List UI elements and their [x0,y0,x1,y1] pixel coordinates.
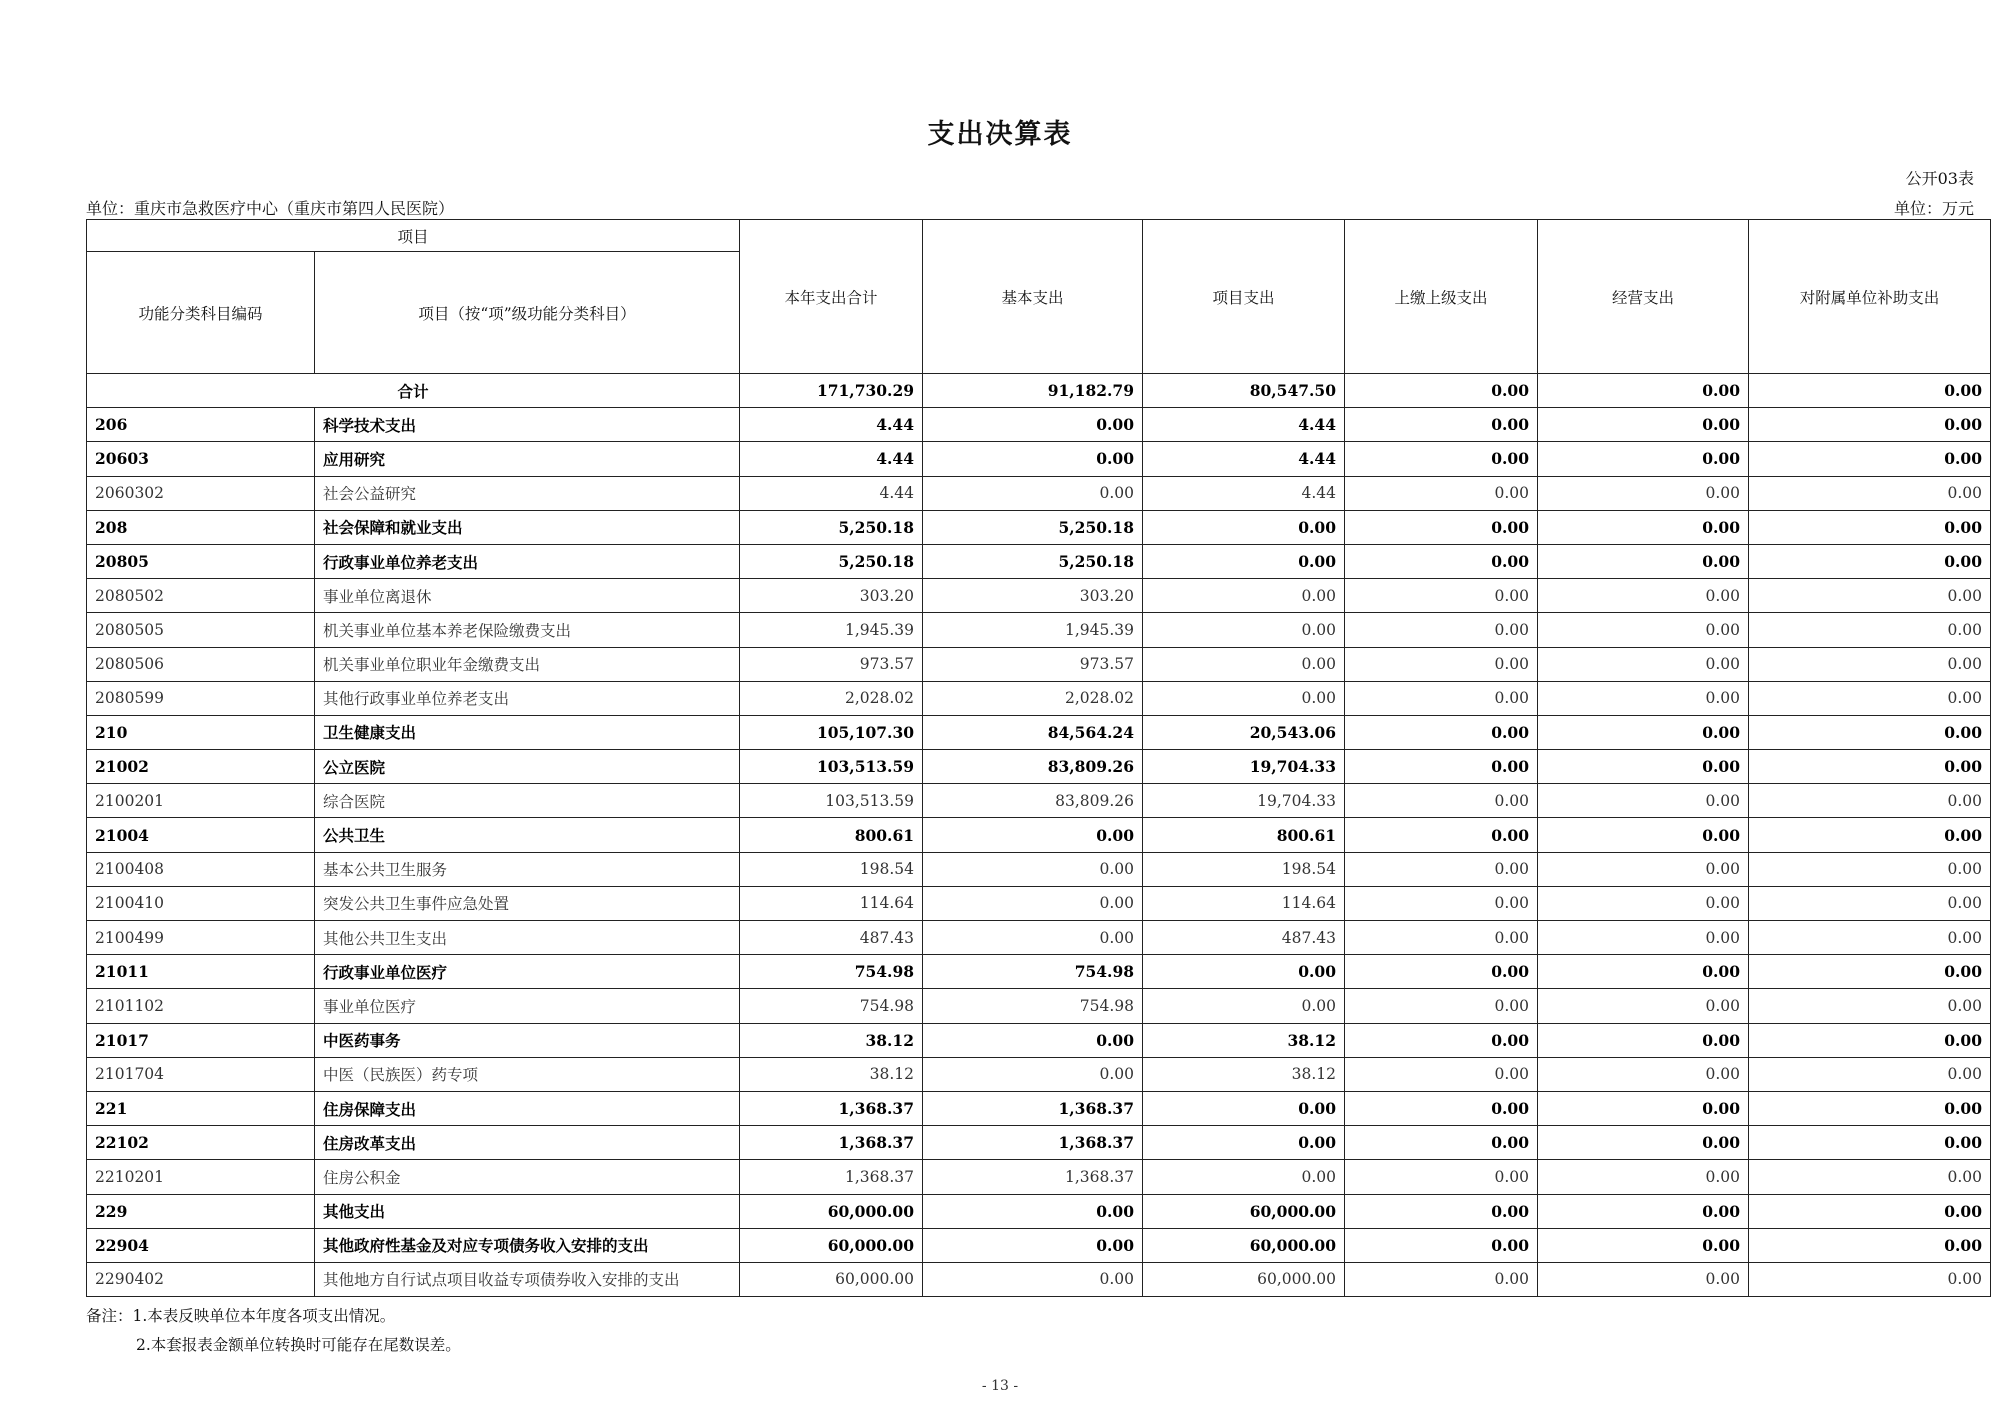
project-cell: 19,704.33 [1143,750,1345,784]
table-row [87,544,1991,578]
item-name-cell: 住房保障支出 [315,1091,740,1125]
total-cell: 4.44 [740,476,923,510]
note-2: 2.本套报表金额单位转换时可能存在尾数误差。 [136,1336,461,1354]
subsidy-cell: 0.00 [1749,818,1991,852]
table-row [87,852,1991,886]
item-name-cell: 其他支出 [315,1194,740,1228]
project-cell: 487.43 [1143,921,1345,955]
code-cell: 2290402 [87,1262,315,1296]
item-name-cell: 卫生健康支出 [315,715,740,749]
currency-unit: 单位：万元 [1893,199,1974,218]
project-cell: 80,547.50 [1143,374,1345,408]
total-cell: 114.64 [740,886,923,920]
subsidy-cell: 0.00 [1749,921,1991,955]
code-cell: 20805 [87,544,315,578]
expenditure-table [86,219,1991,1297]
project-cell: 0.00 [1143,1160,1345,1194]
code-cell: 210 [87,715,315,749]
business-cell: 0.00 [1538,544,1749,578]
upper-cell: 0.00 [1345,955,1538,989]
table-row [87,681,1991,715]
total-cell: 38.12 [740,1057,923,1091]
basic-cell: 0.00 [923,442,1143,476]
business-cell: 0.00 [1538,579,1749,613]
upper-header: 上缴上级支出 [1345,220,1538,374]
project-cell: 0.00 [1143,1126,1345,1160]
item-name-cell: 基本公共卫生服务 [315,852,740,886]
total-cell: 1,368.37 [740,1126,923,1160]
upper-cell: 0.00 [1345,1160,1538,1194]
table-row [87,1057,1991,1091]
table-row [87,989,1991,1023]
project-cell: 0.00 [1143,681,1345,715]
code-cell: 208 [87,510,315,544]
table-row [87,1023,1991,1057]
basic-cell: 0.00 [923,1228,1143,1262]
total-cell: 4.44 [740,442,923,476]
basic-cell: 84,564.24 [923,715,1143,749]
item-name-cell: 社会公益研究 [315,476,740,510]
total-cell: 103,513.59 [740,750,923,784]
business-cell: 0.00 [1538,1194,1749,1228]
upper-cell: 0.00 [1345,510,1538,544]
upper-cell: 0.00 [1345,1194,1538,1228]
business-cell: 0.00 [1538,476,1749,510]
upper-cell: 0.00 [1345,1057,1538,1091]
table-row [87,750,1991,784]
project-cell: 0.00 [1143,510,1345,544]
code-cell: 229 [87,1194,315,1228]
item-name-cell: 其他公共卫生支出 [315,921,740,955]
item-name-cell: 事业单位离退休 [315,579,740,613]
business-cell: 0.00 [1538,1057,1749,1091]
basic-cell: 0.00 [923,818,1143,852]
project-cell: 38.12 [1143,1023,1345,1057]
business-cell: 0.00 [1538,955,1749,989]
upper-cell: 0.00 [1345,1091,1538,1125]
total-cell: 1,368.37 [740,1091,923,1125]
table-row [87,921,1991,955]
total-cell: 198.54 [740,852,923,886]
basic-cell: 0.00 [923,921,1143,955]
table-row [87,408,1991,442]
subsidy-cell: 0.00 [1749,442,1991,476]
code-cell: 22904 [87,1228,315,1262]
total-cell: 1,368.37 [740,1160,923,1194]
project-cell: 0.00 [1143,989,1345,1023]
item-name-cell: 其他政府性基金及对应专项债务收入安排的支出 [315,1228,740,1262]
table-row [87,886,1991,920]
subsidy-cell: 0.00 [1749,408,1991,442]
code-cell: 21011 [87,955,315,989]
code-cell: 2060302 [87,476,315,510]
item-name-cell: 行政事业单位养老支出 [315,544,740,578]
item-name-cell: 公立医院 [315,750,740,784]
subsidy-cell: 0.00 [1749,1057,1991,1091]
upper-cell: 0.00 [1345,750,1538,784]
total-cell: 487.43 [740,921,923,955]
basic-cell: 973.57 [923,647,1143,681]
subsidy-cell: 0.00 [1749,1228,1991,1262]
business-cell: 0.00 [1538,681,1749,715]
code-cell: 206 [87,408,315,442]
item-name-cell: 机关事业单位基本养老保险缴费支出 [315,613,740,647]
business-cell: 0.00 [1538,1262,1749,1296]
upper-cell: 0.00 [1345,1228,1538,1262]
business-cell: 0.00 [1538,510,1749,544]
item-name-cell: 科学技术支出 [315,408,740,442]
code-header: 功能分类科目编码 [87,252,315,374]
business-cell: 0.00 [1538,715,1749,749]
item-name-cell: 其他地方自行试点项目收益专项债券收入安排的支出 [315,1262,740,1296]
business-cell: 0.00 [1538,921,1749,955]
upper-cell: 0.00 [1345,579,1538,613]
reporting-unit: 单位：重庆市急救医疗中心（重庆市第四人民医院） [86,199,455,218]
business-cell: 0.00 [1538,886,1749,920]
notes [86,1302,461,1360]
business-cell: 0.00 [1538,818,1749,852]
table-row [87,1228,1991,1262]
business-cell: 0.00 [1538,989,1749,1023]
code-cell: 21002 [87,750,315,784]
total-header: 本年支出合计 [740,220,923,374]
subsidy-cell: 0.00 [1749,784,1991,818]
code-cell: 2080599 [87,681,315,715]
total-label: 合计 [87,374,740,408]
project-cell: 19,704.33 [1143,784,1345,818]
business-cell: 0.00 [1538,750,1749,784]
total-cell: 5,250.18 [740,544,923,578]
project-cell: 60,000.00 [1143,1262,1345,1296]
subsidy-cell: 0.00 [1749,544,1991,578]
basic-cell: 0.00 [923,1194,1143,1228]
note-1: 备注：1.本表反映单位本年度各项支出情况。 [86,1307,396,1325]
upper-cell: 0.00 [1345,408,1538,442]
upper-cell: 0.00 [1345,374,1538,408]
project-cell: 4.44 [1143,408,1345,442]
subsidy-cell: 0.00 [1749,647,1991,681]
form-number: 公开03表 [1905,169,1974,188]
table-row [87,1194,1991,1228]
code-cell: 21017 [87,1023,315,1057]
subsidy-cell: 0.00 [1749,1160,1991,1194]
business-cell: 0.00 [1538,613,1749,647]
basic-cell: 1,368.37 [923,1160,1143,1194]
subsidy-cell: 0.00 [1749,955,1991,989]
business-cell: 0.00 [1538,442,1749,476]
upper-cell: 0.00 [1345,1262,1538,1296]
total-cell: 103,513.59 [740,784,923,818]
item-group-header: 项目 [87,220,740,252]
total-cell: 38.12 [740,1023,923,1057]
business-cell: 0.00 [1538,374,1749,408]
basic-cell: 83,809.26 [923,784,1143,818]
business-cell: 0.00 [1538,784,1749,818]
upper-cell: 0.00 [1345,818,1538,852]
item-name-cell: 机关事业单位职业年金缴费支出 [315,647,740,681]
basic-cell: 754.98 [923,989,1143,1023]
item-name-cell: 中医药事务 [315,1023,740,1057]
item-name-cell: 行政事业单位医疗 [315,955,740,989]
basic-cell: 0.00 [923,408,1143,442]
business-cell: 0.00 [1538,647,1749,681]
upper-cell: 0.00 [1345,886,1538,920]
project-cell: 0.00 [1143,955,1345,989]
subsidy-cell: 0.00 [1749,886,1991,920]
business-cell: 0.00 [1538,1023,1749,1057]
upper-cell: 0.00 [1345,784,1538,818]
code-cell: 2080505 [87,613,315,647]
table-row [87,1126,1991,1160]
item-name-cell: 住房公积金 [315,1160,740,1194]
total-cell: 1,945.39 [740,613,923,647]
code-cell: 2100408 [87,852,315,886]
item-name-cell: 社会保障和就业支出 [315,510,740,544]
upper-cell: 0.00 [1345,544,1538,578]
table-row [87,1091,1991,1125]
code-cell: 2080502 [87,579,315,613]
basic-header: 基本支出 [923,220,1143,374]
item-name-cell: 公共卫生 [315,818,740,852]
basic-cell: 1,368.37 [923,1126,1143,1160]
table-row [87,476,1991,510]
project-cell: 0.00 [1143,579,1345,613]
basic-cell: 0.00 [923,852,1143,886]
basic-cell: 5,250.18 [923,544,1143,578]
upper-cell: 0.00 [1345,921,1538,955]
total-cell: 754.98 [740,955,923,989]
upper-cell: 0.00 [1345,715,1538,749]
business-cell: 0.00 [1538,1228,1749,1262]
project-cell: 0.00 [1143,647,1345,681]
basic-cell: 303.20 [923,579,1143,613]
upper-cell: 0.00 [1345,613,1538,647]
project-cell: 20,543.06 [1143,715,1345,749]
subsidy-cell: 0.00 [1749,715,1991,749]
basic-cell: 1,945.39 [923,613,1143,647]
table-row [87,818,1991,852]
project-cell: 114.64 [1143,886,1345,920]
basic-cell: 0.00 [923,1023,1143,1057]
item-name-cell: 综合医院 [315,784,740,818]
subsidy-cell: 0.00 [1749,1194,1991,1228]
total-row [87,374,1991,408]
code-cell: 2100410 [87,886,315,920]
upper-cell: 0.00 [1345,476,1538,510]
upper-cell: 0.00 [1345,989,1538,1023]
subsidy-cell: 0.00 [1749,1091,1991,1125]
item-name-cell: 事业单位医疗 [315,989,740,1023]
project-cell: 60,000.00 [1143,1228,1345,1262]
business-cell: 0.00 [1538,852,1749,886]
business-cell: 0.00 [1538,408,1749,442]
code-cell: 22102 [87,1126,315,1160]
total-cell: 973.57 [740,647,923,681]
project-cell: 38.12 [1143,1057,1345,1091]
total-cell: 303.20 [740,579,923,613]
table-row [87,579,1991,613]
page-title: 支出决算表 [927,119,1073,150]
basic-cell: 83,809.26 [923,750,1143,784]
upper-cell: 0.00 [1345,442,1538,476]
page-number: - 13 - [981,1378,1019,1394]
basic-cell: 1,368.37 [923,1091,1143,1125]
total-cell: 105,107.30 [740,715,923,749]
subsidy-cell: 0.00 [1749,476,1991,510]
project-cell: 60,000.00 [1143,1194,1345,1228]
subsidy-cell: 0.00 [1749,750,1991,784]
total-cell: 60,000.00 [740,1262,923,1296]
code-cell: 2101704 [87,1057,315,1091]
total-cell: 60,000.00 [740,1194,923,1228]
business-cell: 0.00 [1538,1126,1749,1160]
business-cell: 0.00 [1538,1160,1749,1194]
upper-cell: 0.00 [1345,1126,1538,1160]
code-cell: 2080506 [87,647,315,681]
basic-cell: 91,182.79 [923,374,1143,408]
project-cell: 800.61 [1143,818,1345,852]
item-name-cell: 其他行政事业单位养老支出 [315,681,740,715]
basic-cell: 5,250.18 [923,510,1143,544]
table-row [87,510,1991,544]
subsidy-cell: 0.00 [1749,1023,1991,1057]
code-cell: 2210201 [87,1160,315,1194]
code-cell: 21004 [87,818,315,852]
upper-cell: 0.00 [1345,1023,1538,1057]
subsidy-cell: 0.00 [1749,374,1991,408]
table-row [87,1262,1991,1296]
total-cell: 4.44 [740,408,923,442]
basic-cell: 0.00 [923,1262,1143,1296]
code-cell: 221 [87,1091,315,1125]
subsidy-cell: 0.00 [1749,989,1991,1023]
subsidy-cell: 0.00 [1749,681,1991,715]
item-name-cell: 住房改革支出 [315,1126,740,1160]
total-cell: 2,028.02 [740,681,923,715]
basic-cell: 0.00 [923,1057,1143,1091]
project-cell: 0.00 [1143,613,1345,647]
project-cell: 198.54 [1143,852,1345,886]
total-cell: 800.61 [740,818,923,852]
subsidy-cell: 0.00 [1749,579,1991,613]
table-row [87,442,1991,476]
project-cell: 4.44 [1143,442,1345,476]
upper-cell: 0.00 [1345,681,1538,715]
subsidy-cell: 0.00 [1749,852,1991,886]
code-cell: 2101102 [87,989,315,1023]
subsidy-cell: 0.00 [1749,1126,1991,1160]
code-cell: 20603 [87,442,315,476]
project-cell: 4.44 [1143,476,1345,510]
total-cell: 754.98 [740,989,923,1023]
upper-cell: 0.00 [1345,647,1538,681]
basic-cell: 754.98 [923,955,1143,989]
code-cell: 2100201 [87,784,315,818]
table-row [87,647,1991,681]
item-name-cell: 应用研究 [315,442,740,476]
table-row [87,1160,1991,1194]
item-name-header: 项目（按“项”级功能分类科目） [315,252,740,374]
item-name-cell: 中医（民族医）药专项 [315,1057,740,1091]
table-row [87,784,1991,818]
total-cell: 171,730.29 [740,374,923,408]
basic-cell: 0.00 [923,476,1143,510]
business-header: 经营支出 [1538,220,1749,374]
business-cell: 0.00 [1538,1091,1749,1125]
table-row [87,613,1991,647]
table-row [87,715,1991,749]
subsidy-cell: 0.00 [1749,613,1991,647]
table-row [87,955,1991,989]
subsidy-cell: 0.00 [1749,510,1991,544]
basic-cell: 0.00 [923,886,1143,920]
total-cell: 60,000.00 [740,1228,923,1262]
subsidy-cell: 0.00 [1749,1262,1991,1296]
project-header: 项目支出 [1143,220,1345,374]
code-cell: 2100499 [87,921,315,955]
upper-cell: 0.00 [1345,852,1538,886]
total-cell: 5,250.18 [740,510,923,544]
basic-cell: 2,028.02 [923,681,1143,715]
project-cell: 0.00 [1143,544,1345,578]
project-cell: 0.00 [1143,1091,1345,1125]
subsidy-header: 对附属单位补助支出 [1749,220,1991,374]
item-name-cell: 突发公共卫生事件应急处置 [315,886,740,920]
